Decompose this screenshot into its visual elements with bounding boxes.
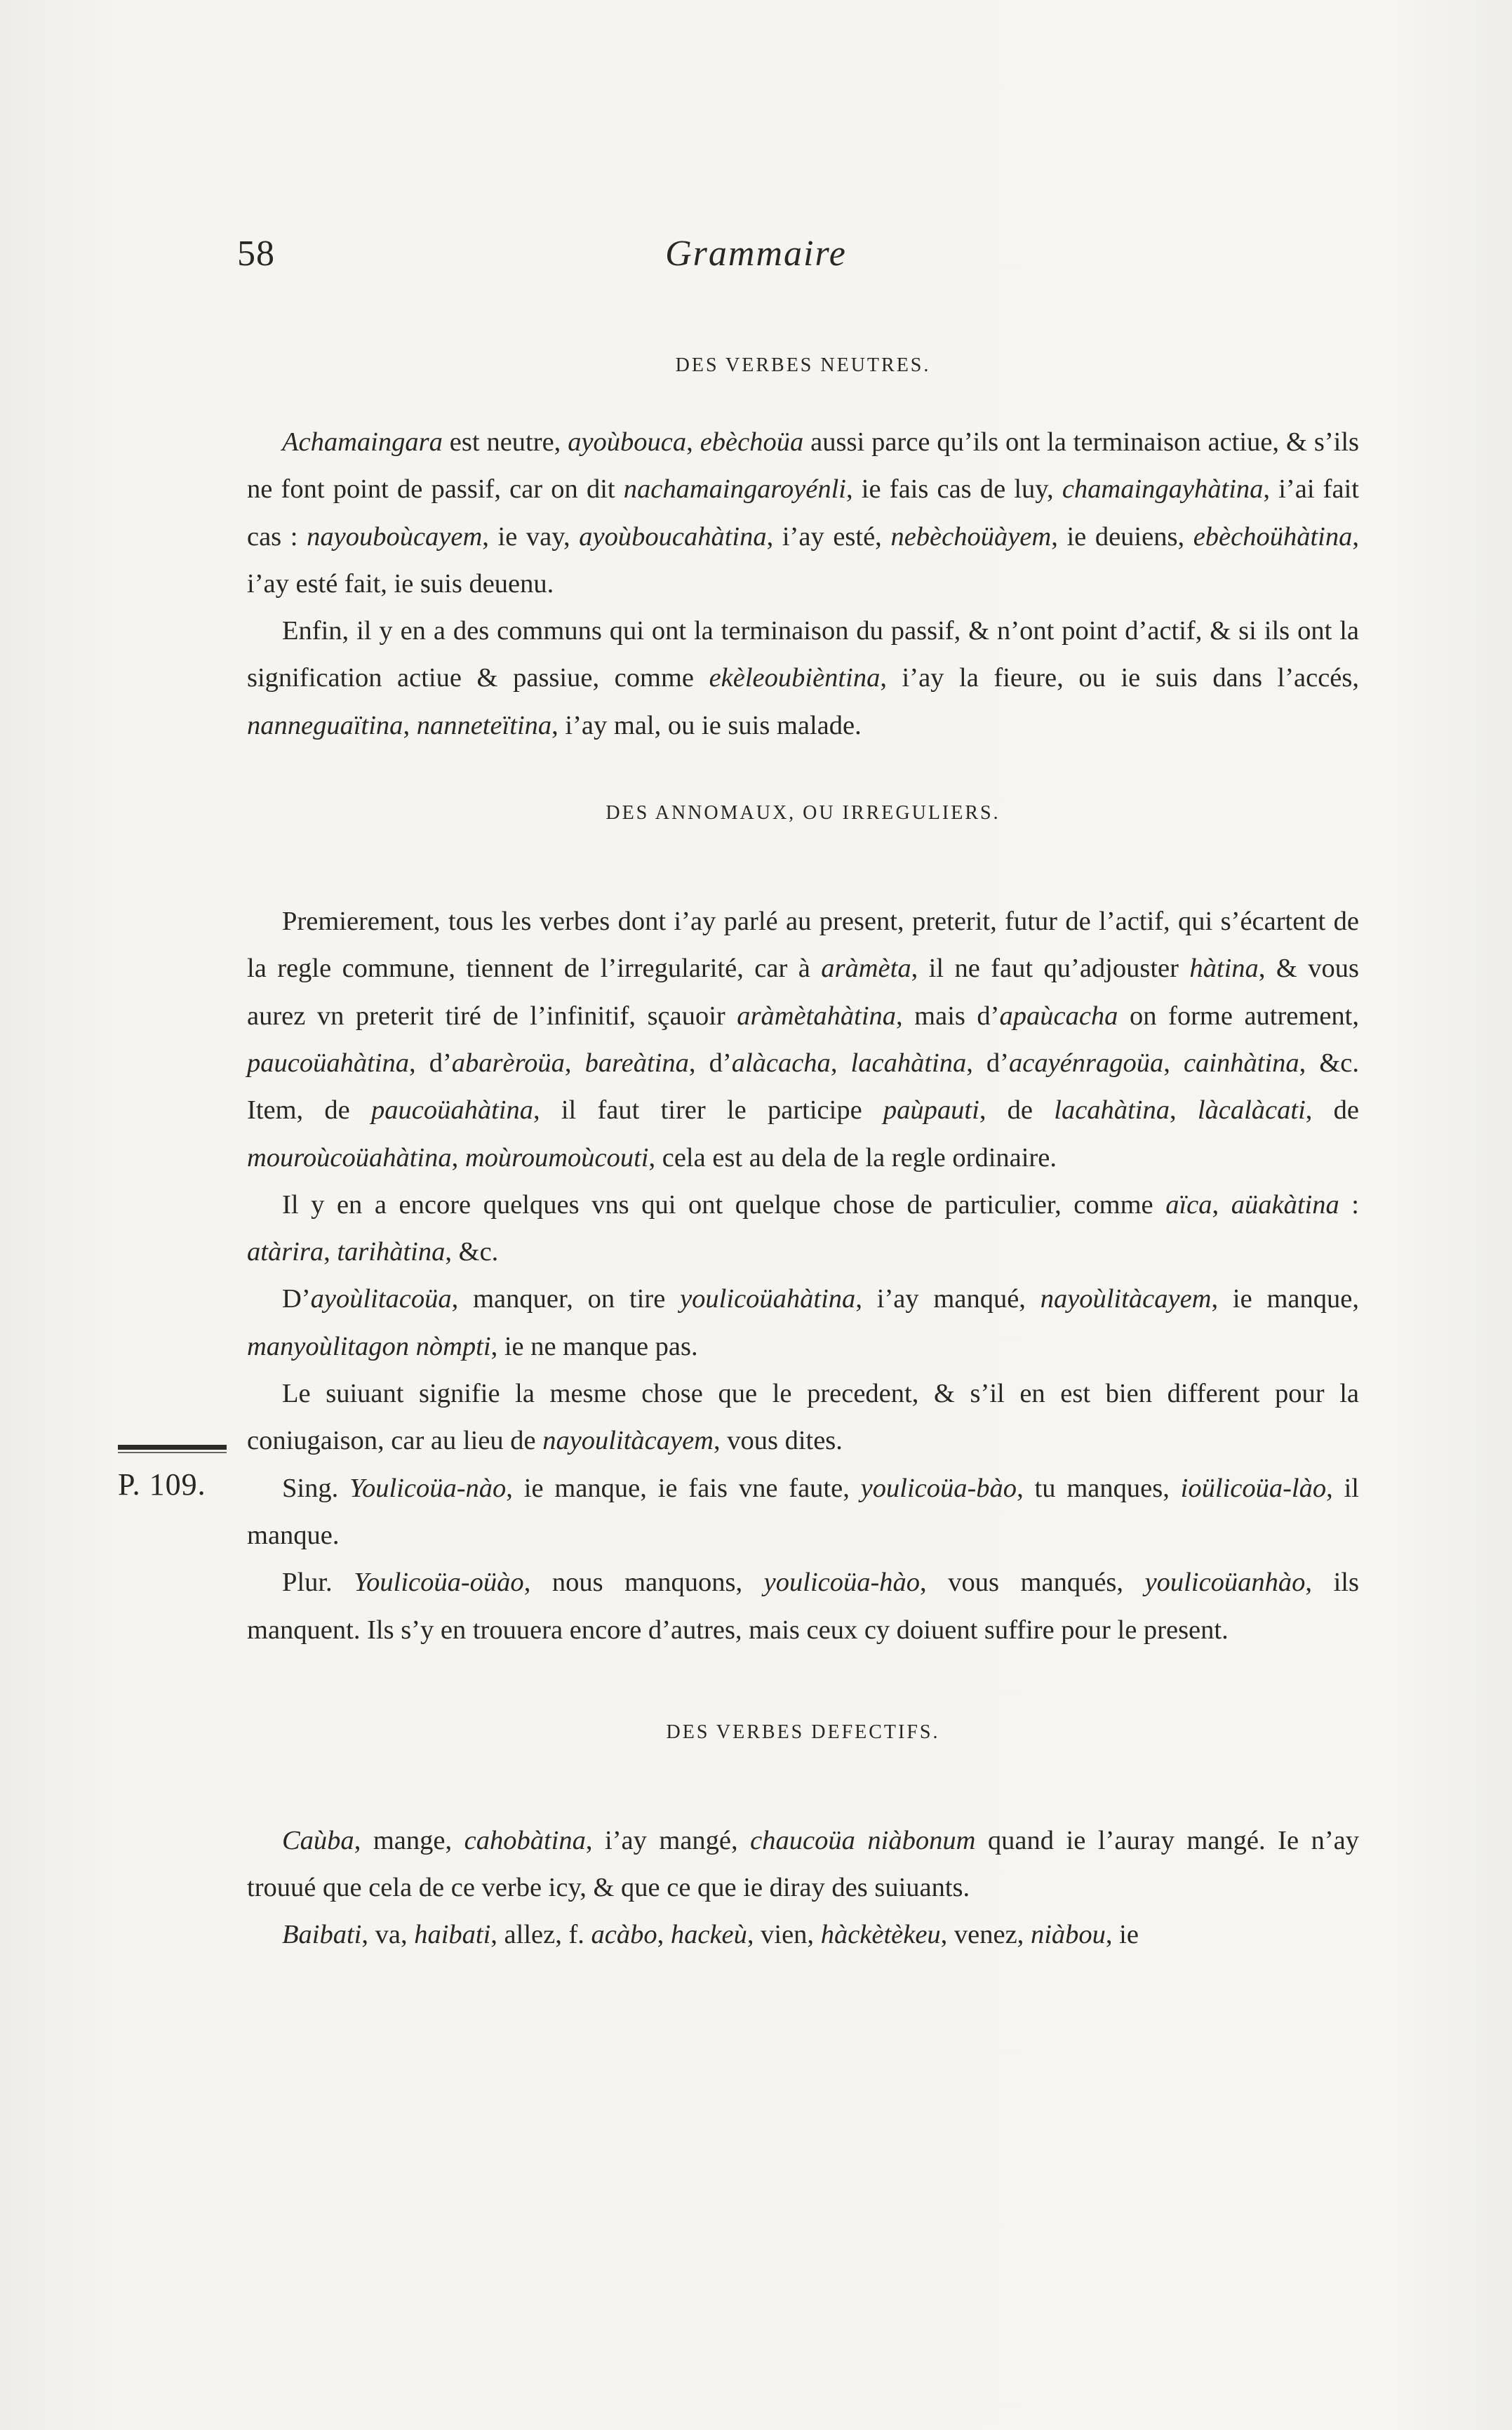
italic-term: ayoùbouca	[568, 427, 687, 457]
italic-term: lacahàtina	[1054, 1095, 1170, 1126]
text-run: , & vous aurez vn preterit tiré de l’infinitif, sçauoir	[247, 954, 1359, 1031]
text-run: ,	[830, 1048, 851, 1078]
italic-term: paùpauti	[883, 1095, 979, 1126]
italic-term: mouroùcoüahàtina	[247, 1142, 452, 1173]
text-run: , il manque.	[247, 1473, 1359, 1550]
text-run: ,	[564, 1048, 585, 1078]
italic-term: nayoùlitàcayem	[1040, 1284, 1212, 1314]
text-run: , ils manquent. Ils s’y en trouuera encore d’autres, mais ceux cy doiuent suffire pour le present.	[247, 1568, 1359, 1645]
italic-term: ioülicoüa-lào	[1180, 1473, 1327, 1503]
text-run: , i’ay mal, ou ie suis malade.	[551, 710, 862, 740]
italic-term: nachamaingaroyénli	[623, 474, 846, 505]
text-run: , il faut tirer le participe	[533, 1095, 883, 1126]
text-run: , venez,	[940, 1920, 1031, 1950]
text-run: , mais d’	[896, 1001, 1000, 1031]
text-run: ,	[657, 1920, 671, 1950]
text-run: , i’ay mangé,	[585, 1825, 751, 1855]
text-run: , i’ay esté,	[766, 521, 891, 552]
italic-term: Youlicoüa-nào	[349, 1473, 507, 1503]
text-run: , vien,	[747, 1920, 821, 1950]
text-run: ,	[323, 1237, 337, 1267]
text-run: , i’ay manqué,	[855, 1284, 1041, 1314]
text-run: , cela est au dela de la regle ordinaire.	[648, 1142, 1057, 1173]
text-run: , va,	[361, 1920, 415, 1950]
text-run: D’	[282, 1284, 311, 1314]
italic-term: youlicoüa-bào	[860, 1473, 1017, 1503]
paragraph	[247, 1276, 1359, 1370]
text-run: , tu manques,	[1017, 1473, 1181, 1503]
main-text	[247, 354, 1359, 1959]
text-run: on forme autrement,	[1118, 1001, 1360, 1031]
text-run: , ie fais cas de luy,	[846, 474, 1062, 505]
section-heading: DES VERBES NEUTRES.	[675, 354, 931, 376]
text-run: Premierement, tous les verbes dont i’ay parlé au present, preterit, futur de l’actif, qui s’écartent de la regle commune, tiennent de l’irregularité, car à	[247, 907, 1359, 984]
paragraph	[247, 898, 1359, 1182]
italic-term: Youlicoüa-oüào	[354, 1568, 524, 1598]
text-run: , i’ay esté fait, ie suis deuenu.	[247, 521, 1359, 599]
italic-term: haibati	[414, 1920, 491, 1950]
text-run: , d’	[408, 1048, 452, 1078]
text-run: , allez, f.	[490, 1920, 591, 1950]
italic-term: aràmèta	[821, 954, 911, 984]
italic-term: chamaingayhàtina	[1062, 474, 1264, 505]
text-run: , &c. Item, de	[247, 1048, 1360, 1126]
italic-term: Baibati	[282, 1920, 362, 1950]
paragraph	[247, 1559, 1359, 1654]
text-run: ,	[1169, 1095, 1198, 1126]
italic-term: nanneteïtina	[416, 710, 552, 740]
italic-term: aüakàtina	[1231, 1189, 1339, 1220]
text-run: , ie manque,	[1211, 1284, 1359, 1314]
running-title: Grammaire	[665, 234, 847, 274]
text-run: ,	[686, 427, 700, 457]
italic-term: paucoüahàtina	[371, 1095, 533, 1126]
italic-term: abarèroüa	[451, 1048, 565, 1078]
italic-term: acayénragoüa	[1009, 1048, 1164, 1078]
italic-term: Caùba	[282, 1825, 354, 1855]
text-run: , ie deuiens,	[1051, 521, 1193, 552]
italic-term: cainhàtina	[1183, 1048, 1299, 1078]
text-run: ,	[403, 710, 417, 740]
italic-term: acàbo	[591, 1920, 657, 1950]
italic-term: cahobàtina	[464, 1825, 586, 1855]
text-run: ,	[451, 1142, 465, 1173]
italic-term: lacahàtina	[850, 1048, 967, 1078]
italic-term: bareàtina	[584, 1048, 689, 1078]
text-run: , i’ai fait cas :	[247, 474, 1359, 552]
page-number: 58	[237, 234, 275, 274]
paragraph	[247, 1182, 1359, 1276]
text-run: Plur.	[282, 1568, 354, 1598]
italic-term: moùroumoùcouti	[464, 1142, 649, 1173]
text-run: , i’ay la fieure, ou ie suis dans l’accés,	[880, 663, 1359, 693]
text-run: , vous manqués,	[920, 1568, 1145, 1598]
text-run: , de	[1305, 1095, 1360, 1126]
italic-term: youlicoüahàtina	[680, 1284, 856, 1314]
italic-term: ebèchoühàtina	[1193, 521, 1353, 552]
italic-term: nayouboùcayem	[307, 521, 483, 552]
italic-term: nayoulitàcayem	[542, 1426, 714, 1456]
italic-term: youlicoüa-hào	[763, 1568, 921, 1598]
italic-term: atàrira	[247, 1237, 324, 1267]
italic-term: youlicoüanhào	[1144, 1568, 1306, 1598]
paragraph	[247, 608, 1359, 749]
section-heading: DES ANNOMAUX, OU IRREGULIERS.	[606, 802, 1001, 825]
italic-term: làcalàcati	[1197, 1095, 1306, 1126]
text-run: est neutre,	[442, 427, 568, 457]
italic-term: Achamaingara	[282, 427, 443, 457]
text-run: :	[1339, 1189, 1360, 1220]
text-run: , &c.	[445, 1237, 499, 1267]
italic-term: tarihàtina	[337, 1237, 446, 1267]
italic-term: ebèchoüa	[700, 427, 804, 457]
italic-term: nanneguaïtina	[247, 710, 403, 740]
text-run: , vous dites.	[713, 1426, 843, 1456]
italic-term: hàtina	[1189, 954, 1259, 984]
paragraph	[247, 1911, 1359, 1958]
text-run: aussi parce qu’ils ont la terminaison actiue, & s’ils ne font point de passif, car on dit	[247, 427, 1360, 505]
section-heading: DES VERBES DEFECTIFS.	[666, 1721, 940, 1743]
italic-term: hackeù	[670, 1920, 747, 1950]
italic-term: alàcacha	[731, 1048, 831, 1078]
italic-term: paucoüahàtina	[247, 1048, 409, 1078]
text-run: , ie ne manque pas.	[490, 1331, 698, 1361]
text-run: , d’	[688, 1048, 732, 1078]
paragraph	[247, 1370, 1359, 1465]
text-run: , ie vay,	[482, 521, 580, 552]
text-run: ,	[1212, 1189, 1231, 1220]
text-run: Le suiuant signifie la mesme chose que le precedent, & s’il en est bien different pour la coniugaison, car au lieu de	[247, 1379, 1359, 1456]
text-run: , manquer, on tire	[451, 1284, 681, 1314]
text-run: , ie manque, ie fais vne faute,	[506, 1473, 861, 1503]
text-run: Sing.	[282, 1473, 350, 1503]
italic-term: ayoùboucahàtina	[579, 521, 767, 552]
italic-term: apaùcacha	[999, 1001, 1118, 1031]
italic-term: hàckètèkeu	[820, 1920, 941, 1950]
text-run: , nous manquons,	[523, 1568, 764, 1598]
italic-term: ekèleoubièntina	[709, 663, 881, 693]
italic-term: nebèchoüàyem	[890, 521, 1052, 552]
margin-rule	[118, 1445, 227, 1450]
paragraph	[247, 419, 1359, 608]
italic-term: manyoùlitagon nòmpti	[247, 1331, 491, 1361]
text-run: Il y en a encore quelques vns qui ont quelque chose de particulier, comme	[282, 1189, 1166, 1220]
text-run: , il ne faut qu’adjouster	[911, 954, 1190, 984]
paragraph	[247, 1465, 1359, 1560]
italic-term: aràmètahàtina	[737, 1001, 897, 1031]
italic-term: niàbou	[1030, 1920, 1106, 1950]
text-run: Enfin, il y en a des communs qui ont la terminaison du passif, & n’ont point d’actif, & si ils ont la signification actiue & passiue, comme	[247, 616, 1359, 693]
italic-term: aïca	[1165, 1189, 1212, 1220]
text-run: , de	[979, 1095, 1055, 1126]
margin-page-reference: P. 109.	[118, 1467, 206, 1502]
italic-term: ayoùlitacoüa	[310, 1284, 452, 1314]
text-run: , ie	[1105, 1920, 1139, 1950]
text-run: , mange,	[354, 1825, 464, 1855]
text-run: ,	[1163, 1048, 1184, 1078]
paragraph	[247, 1817, 1359, 1912]
text-run: quand ie l’auray mangé. Ie n’ay trouué que cela de ce verbe icy, & que ce que ie diray des suiuants.	[247, 1825, 1360, 1903]
text-run: , d’	[966, 1048, 1009, 1078]
italic-term: chaucoüa niàbonum	[750, 1825, 976, 1855]
